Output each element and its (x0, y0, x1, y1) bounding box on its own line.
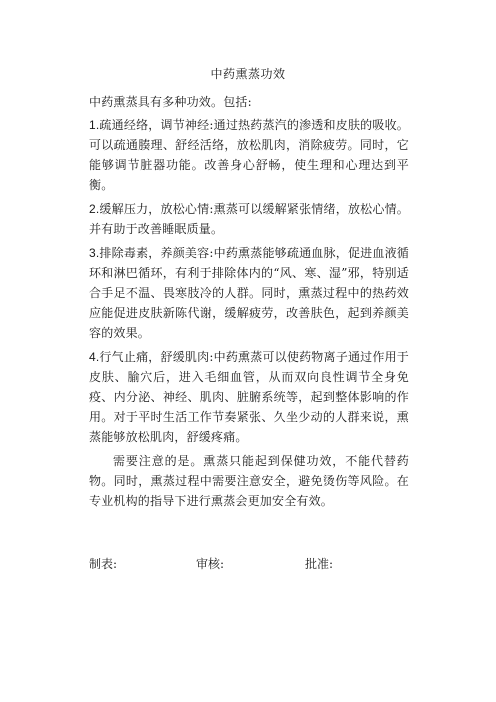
intro-paragraph: 中药熏蒸具有多种功效。包括: (89, 95, 252, 109)
document-body (89, 92, 409, 515)
list-item (89, 199, 409, 239)
list-item (89, 115, 409, 195)
item-text: 排除毒素，养颜美容:中药熏蒸能够疏通血脉，促进血液循环和淋巴循环，有利于排除体内的“风、寒、湿”邪，特别适合手足不温、畏寒肢冷的人群。同时，熏蒸过程中的热药效应能促进皮肤新陈代谢，缓解疲劳，改善肤色，起到养颜美容的效果。 (89, 246, 409, 340)
document-title: 中药熏蒸功效 (210, 67, 286, 81)
list-item (89, 243, 409, 343)
prepared-by-label: 制表: (89, 557, 118, 571)
signature-row (89, 556, 409, 572)
item-text: 行气止痛，舒缓肌肉:中药熏蒸可以使药物离子通过作用于皮肤、腧穴后，进入毛细血管，从而双向良性调节全身免疫、内分泌、神经、肌肉、脏腑系统等，起到整体影响的作用。对于平时生活工作节奏紧张、久坐少动的人群来说，熏蒸能够放松肌肉，舒缓疼痛。 (89, 350, 409, 444)
item-number: 1. (89, 118, 100, 132)
item-number: 2. (89, 202, 100, 216)
reviewed-by-label: 审核: (196, 557, 225, 571)
list-item (89, 347, 409, 447)
item-text: 缓解压力，放松心情:熏蒸可以缓解紧张情绪，放松心情。并有助于改善睡眠质量。 (89, 202, 409, 236)
note-paragraph: 需要注意的是。熏蒸只能起到保健功效，不能代替药物。同时，熏蒸过程中需要注意安全，避免烫伤等风险。在专业机构的指导下进行熏蒸会更加安全有效。 (89, 454, 409, 508)
item-number: 4. (89, 350, 100, 364)
approved-by-label: 批准: (305, 557, 334, 571)
item-text: 疏通经络，调节神经:通过热药蒸汽的渗透和皮肤的吸收。可以疏通腠理、舒经活络，放松肌肉，消除疲劳。同时，它能够调节脏器功能。改善身心舒畅，使生理和心理达到平衡。 (89, 118, 409, 192)
item-number: 3. (89, 246, 100, 260)
